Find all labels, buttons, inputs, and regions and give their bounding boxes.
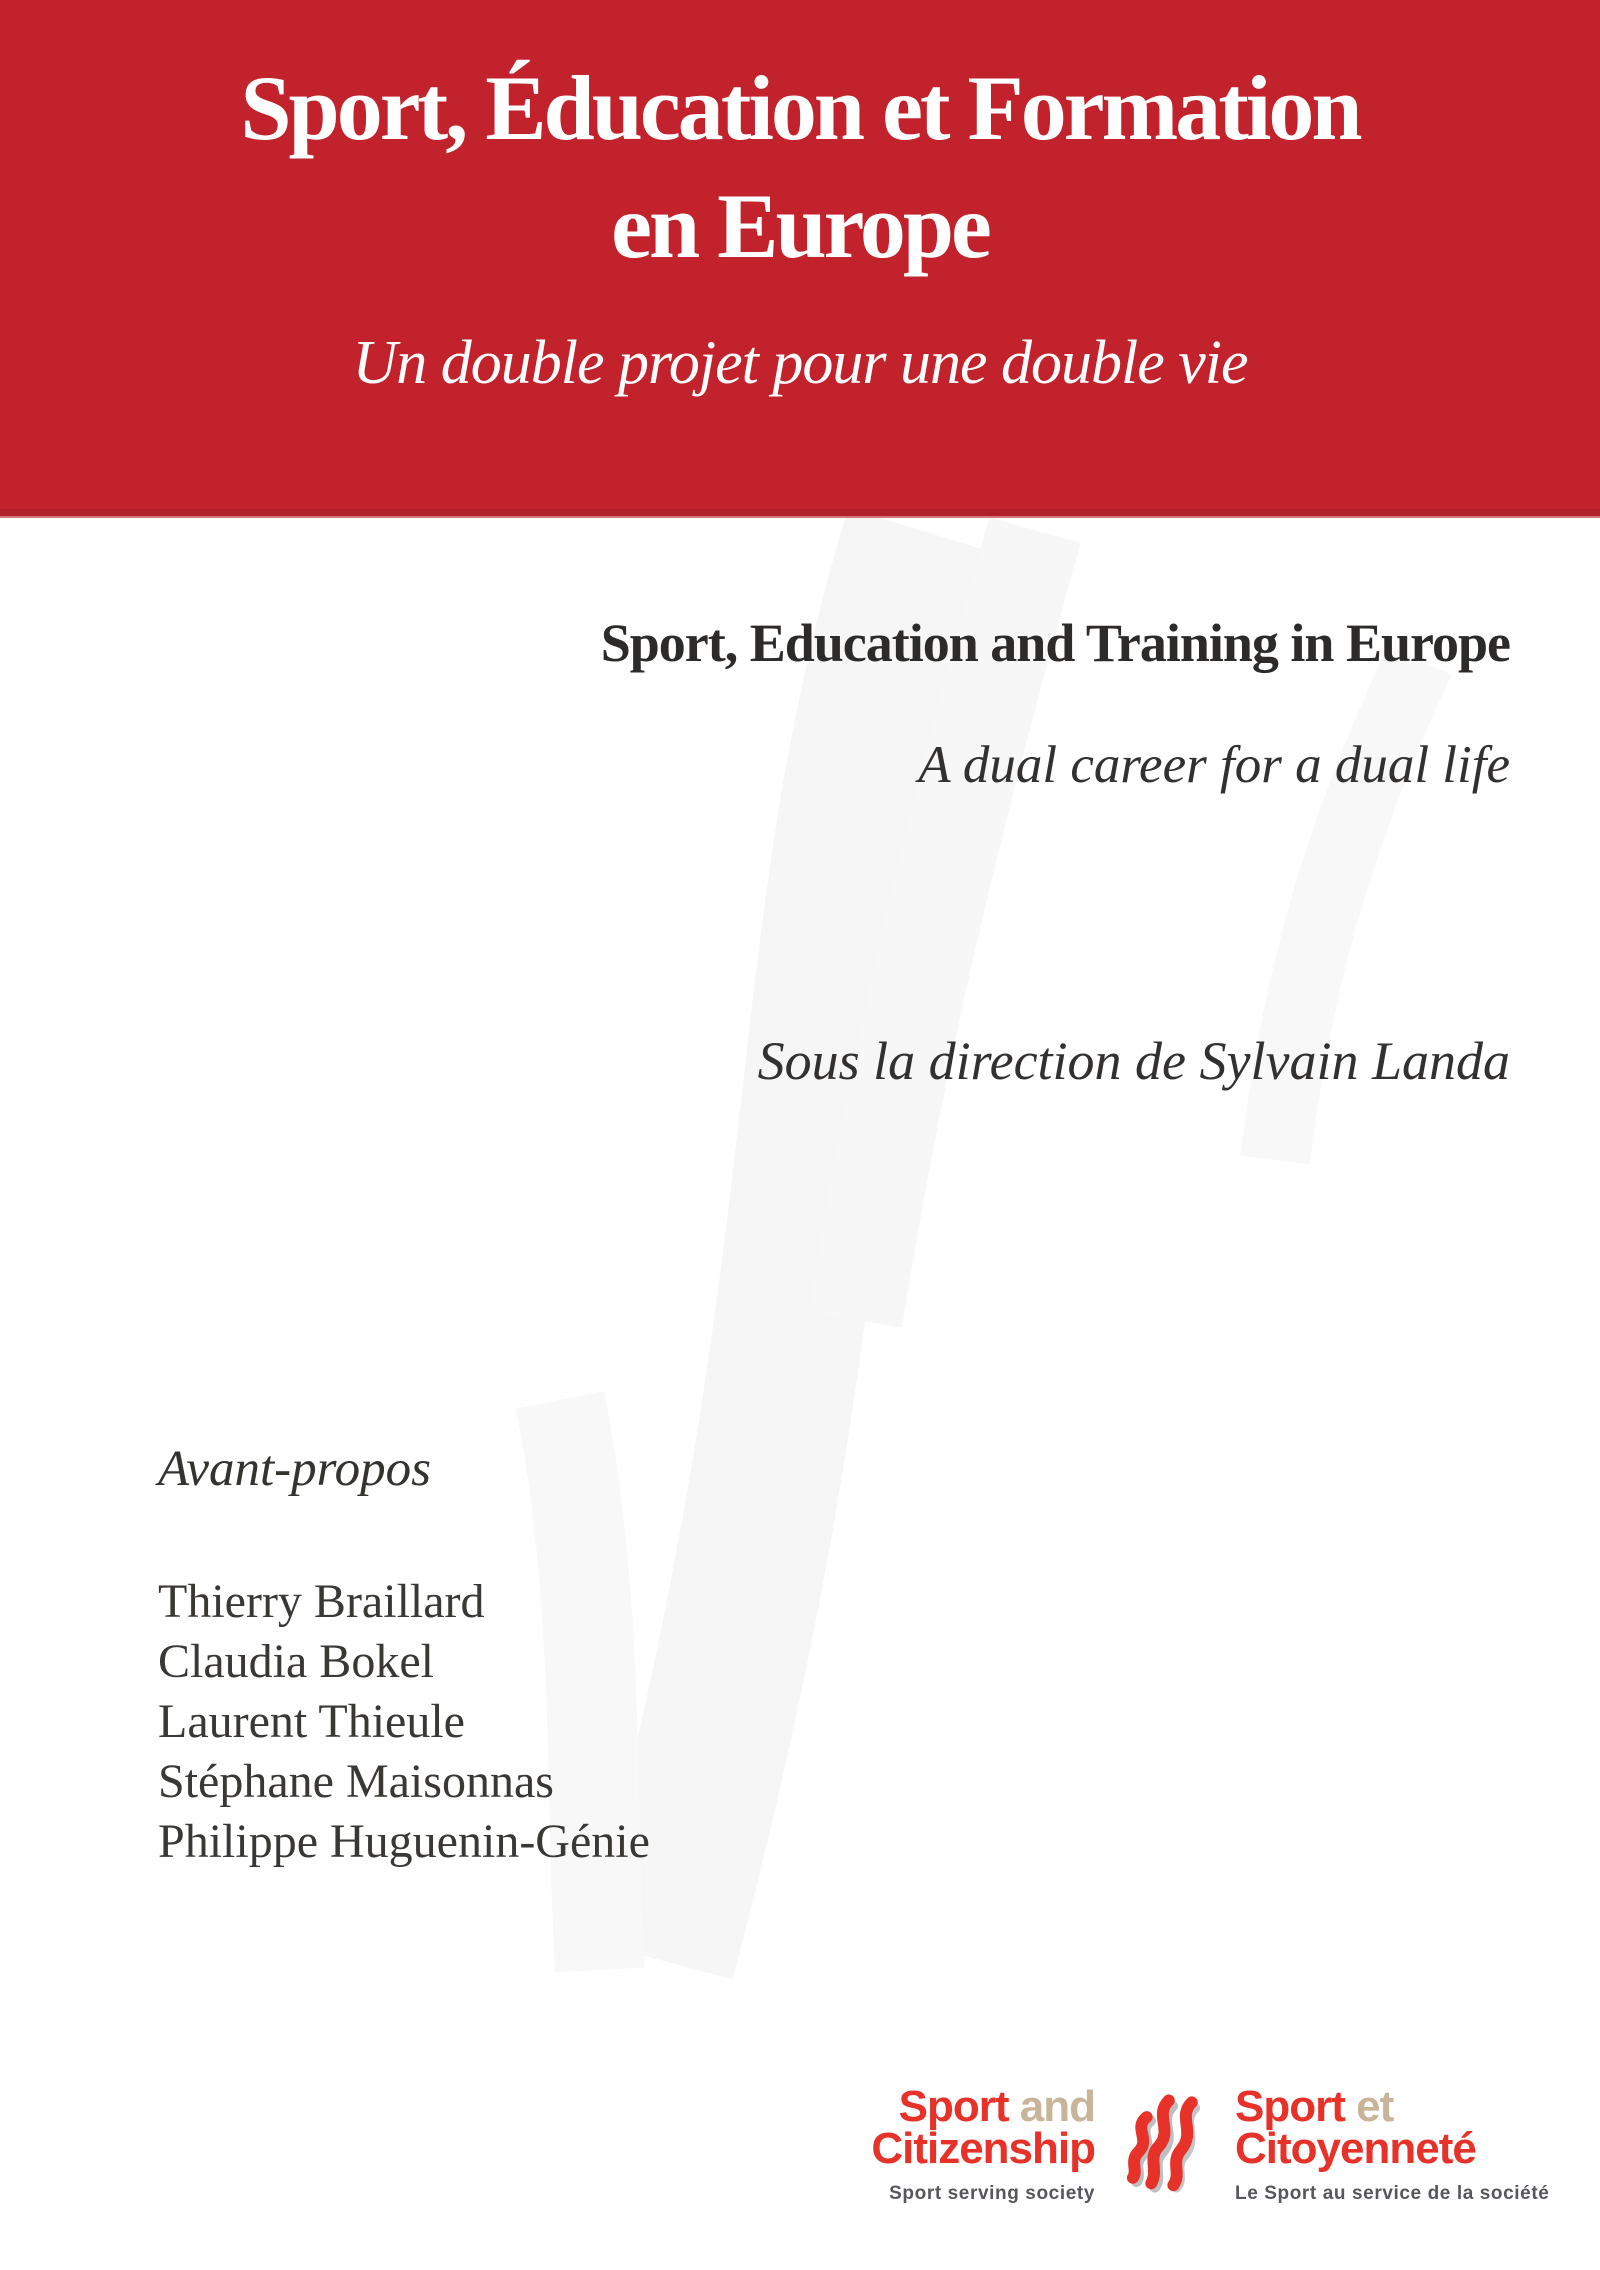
- logo-left-word-and: and: [1019, 2082, 1095, 2131]
- cover-subtitle-french: Un double projet pour une double vie: [352, 328, 1248, 397]
- author-name: Thierry Braillard: [158, 1575, 485, 1628]
- logo-left-word-sport: Sport: [898, 2082, 1009, 2131]
- logo-right-line2: Citoyenneté: [1235, 2124, 1476, 2173]
- editor-credit-line: Sous la direction de Sylvain Landa: [757, 1031, 1510, 1091]
- author-name: Laurent Thieule: [158, 1695, 465, 1748]
- author-name: Stéphane Maisonnas: [158, 1755, 554, 1808]
- cover-title-french: [0, 0, 1600, 286]
- sport-citizenship-flame-icon: [1120, 2085, 1212, 2197]
- logo-right-word-sport: Sport: [1235, 2082, 1345, 2131]
- subtitle-english: A dual career for a dual life: [918, 736, 1510, 794]
- foreword-heading: Avant-propos: [158, 1441, 431, 1497]
- logo-right-word-et: et: [1356, 2082, 1394, 2131]
- logo-right-tagline: Le Sport au service de la société: [1235, 2183, 1550, 2204]
- author-list: [158, 1572, 650, 1872]
- cover-title-line2: en Europe: [611, 174, 989, 277]
- author-name: Philippe Huguenin-Génie: [158, 1815, 650, 1868]
- title-english: Sport, Education and Training in Europe: [600, 613, 1510, 673]
- logo-left-line1: [871, 2082, 1095, 2131]
- cover-title-line1: Sport, Éducation et Formation: [240, 57, 1360, 159]
- author-name: Claudia Bokel: [158, 1635, 434, 1688]
- cover-banner: [0, 0, 1600, 516]
- logo-left-tagline: Sport serving society: [889, 2183, 1095, 2204]
- logo-sport-and-citizenship: [871, 2082, 1095, 2205]
- logo-right-line1: [1235, 2082, 1549, 2131]
- logo-left-line2: Citizenship: [871, 2124, 1095, 2173]
- logo-sport-et-citoyennete: [1235, 2082, 1550, 2205]
